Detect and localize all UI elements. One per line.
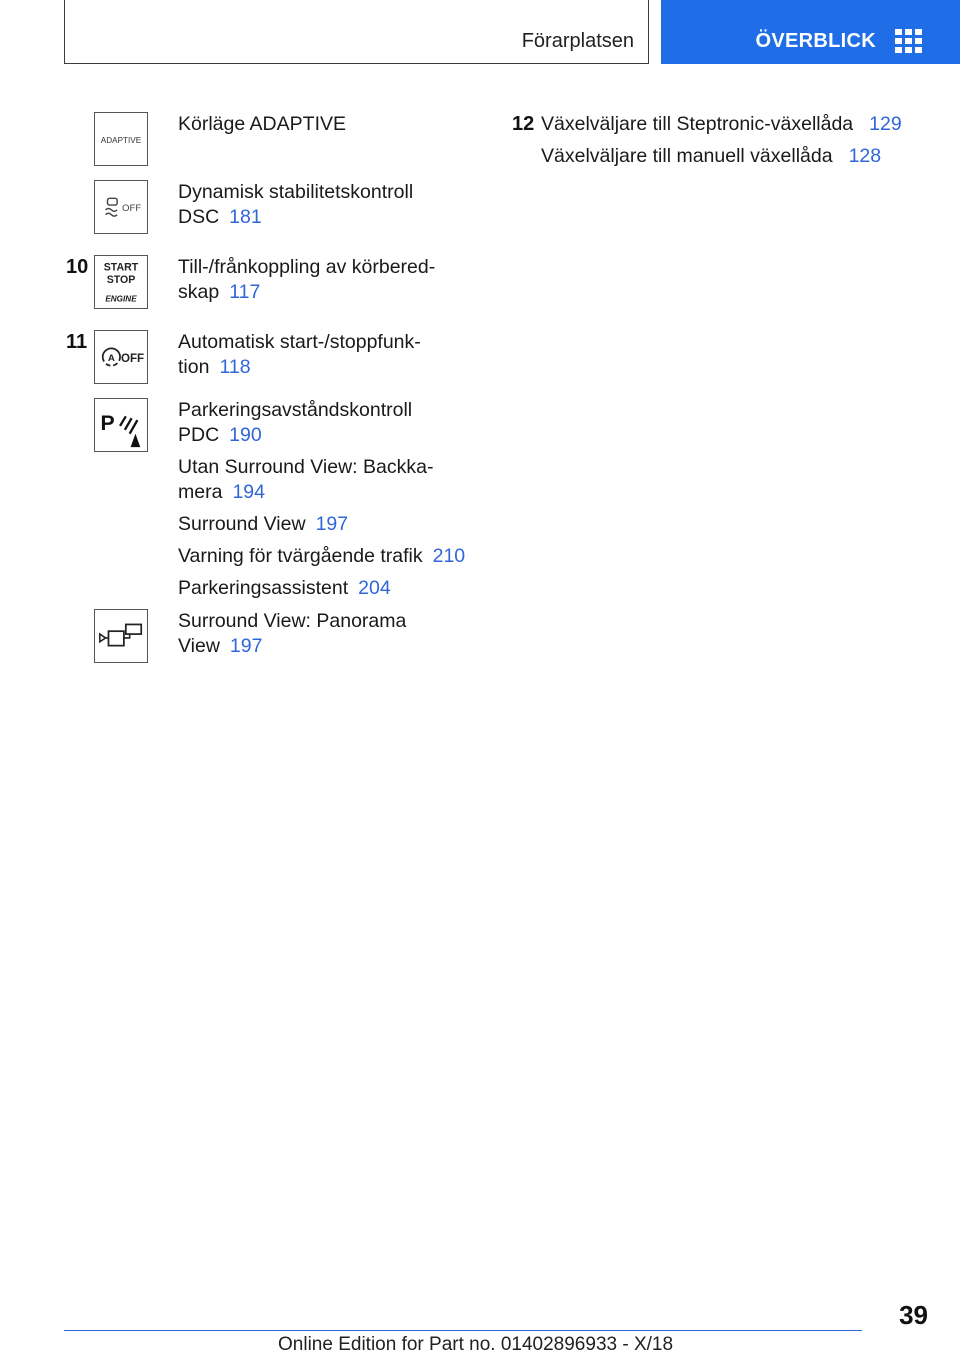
page-ref-link[interactable]: 128 [848, 145, 882, 167]
entry-pdc [178, 398, 412, 448]
stop-label: STOP [106, 273, 136, 286]
auto-start-stop-off-icon [94, 330, 148, 384]
start-stop-engine-icon [94, 255, 148, 309]
entry-steptronic-selector [541, 112, 902, 137]
entry-start-stop [178, 255, 435, 305]
entry-text: PDC [178, 424, 220, 446]
page-ref-link[interactable]: 204 [358, 577, 391, 599]
entry-text: Surround View: Panorama [178, 610, 407, 632]
page-ref-link[interactable]: 194 [232, 481, 265, 503]
start-label: START [103, 261, 139, 274]
entry-dsc [178, 180, 413, 230]
grid-icon[interactable] [895, 29, 922, 53]
header-chapter-box [64, 0, 649, 64]
panorama-view-camera-icon [94, 609, 148, 663]
page-number: 39 [899, 1300, 928, 1330]
pdc-icon-label: P [100, 411, 115, 435]
section-title: ÖVERBLICK [755, 30, 876, 52]
entry-cross-traffic-warning [178, 544, 465, 569]
entry-driving-mode-adaptive [178, 112, 346, 137]
entry-surround-view [178, 512, 348, 537]
entry-text: Växelväljare till manuell växellåda [541, 145, 833, 167]
adaptive-icon-label: ADAPTIVE [100, 135, 142, 145]
entry-text: Surround View [178, 513, 306, 535]
page-ref-link[interactable]: 197 [229, 635, 263, 657]
page-ref-link[interactable]: 210 [432, 545, 466, 567]
entry-reverse-camera [178, 455, 433, 505]
entry-text: Varning för tvärgående trafik [178, 545, 423, 567]
svg-text:A: A [107, 352, 115, 364]
entry-text: View [178, 635, 220, 657]
engine-label: ENGINE [105, 294, 137, 304]
auto-off-label: OFF [121, 352, 145, 365]
entry-panorama-view [178, 609, 406, 659]
entry-text: Parkeringsassistent [178, 577, 349, 599]
edition-footer: Online Edition for Part no. 01402896933 - X/18 [278, 1334, 674, 1355]
adaptive-mode-icon [94, 112, 148, 166]
entry-parking-assistant [178, 576, 391, 601]
footer-divider [64, 1330, 862, 1331]
entry-auto-start-stop [178, 330, 421, 380]
chapter-title: Förarplatsen [521, 30, 634, 52]
dsc-off-icon [94, 180, 148, 234]
header-section-tab[interactable] [661, 0, 960, 64]
entry-text: Automatisk start-/stoppfunk- [178, 331, 421, 353]
page-ref-link[interactable]: 197 [315, 513, 349, 535]
page-ref-link[interactable]: 129 [869, 113, 902, 135]
item-number: 12 [512, 113, 535, 135]
entry-text: Växelväljare till Steptronic-växellåda [541, 113, 854, 135]
page-ref-link[interactable]: 181 [229, 206, 262, 228]
item-number: 11 [66, 331, 88, 353]
parking-sensor-icon [94, 398, 148, 452]
entry-text: Dynamisk stabilitetskontroll [178, 181, 414, 203]
page-ref-link[interactable]: 118 [219, 356, 251, 378]
entry-text: tion [178, 356, 210, 378]
entry-text: Parkeringsavståndskontroll [178, 399, 413, 421]
item-number: 10 [66, 256, 89, 278]
entry-text: Till-/frånkoppling av körbered- [178, 256, 436, 278]
entry-manual-selector [541, 144, 881, 169]
entry-text: Utan Surround View: Backka- [178, 456, 434, 478]
entry-text: Körläge ADAPTIVE [178, 113, 346, 135]
entry-text: skap [178, 281, 220, 303]
entry-text: mera [178, 481, 223, 503]
dsc-icon-label: OFF [121, 202, 142, 214]
entry-text: DSC [178, 206, 220, 228]
page-ref-link[interactable]: 117 [229, 281, 261, 303]
page-ref-link[interactable]: 190 [229, 424, 262, 446]
